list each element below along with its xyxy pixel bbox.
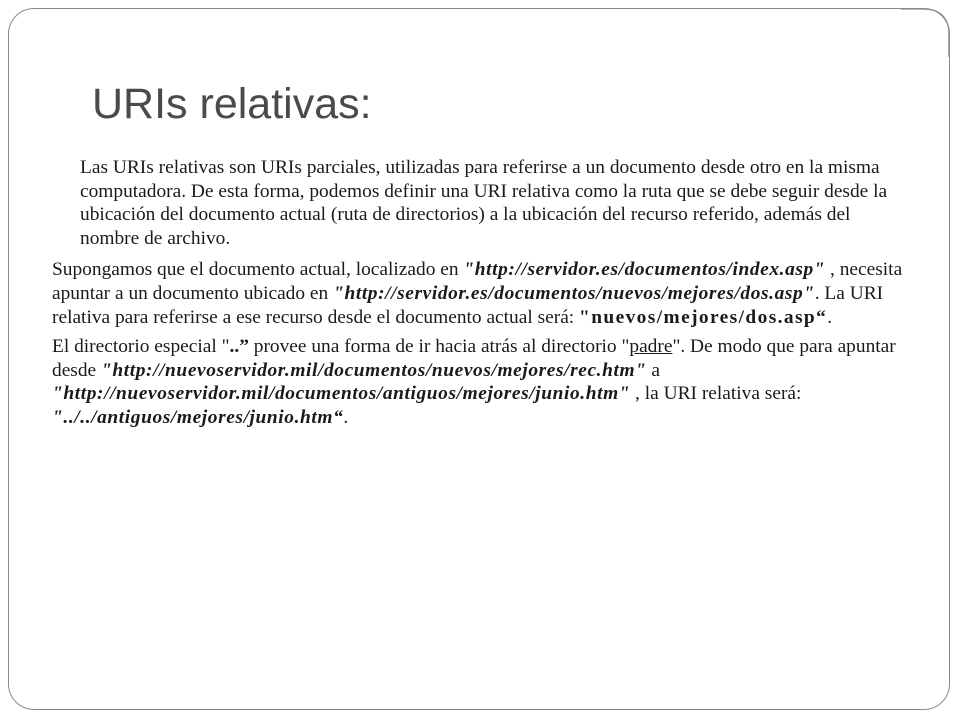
text-segment: , la URI relativa será: — [630, 383, 802, 405]
uri-destination-document: "http://nuevoservidor.mil/documentos/antiguos/mejores/junio.htm" — [52, 383, 631, 405]
folded-corner-icon — [901, 9, 949, 57]
slide-title: URIs relativas: — [92, 80, 372, 128]
uri-current-document: "http://servidor.es/documentos/index.asp" — [463, 259, 826, 281]
text-segment: ". De modo que para apuntar desde — [52, 336, 896, 381]
paragraph-parent-directory — [52, 335, 907, 429]
text-segment: El directorio especial " — [52, 336, 230, 358]
slide-body — [52, 156, 907, 430]
text-segment: . La URI relativa para referirse a ese recurso desde el documento actual será: — [52, 282, 884, 328]
relative-uri-parent-result: "../../antiguos/mejores/junio.htm“ — [52, 406, 344, 428]
paragraph-example — [52, 258, 907, 335]
text-segment: , necesita apuntar a un documento ubicado en — [52, 259, 903, 304]
parent-dots: ..” — [229, 336, 249, 358]
text-segment: provee una forma de ir hacia atrás al directorio " — [248, 336, 630, 358]
paragraph-definition: Las URIs relativas son URIs parciales, utilizadas para referirse a un documento desde otro en la misma computadora. De esta forma, podemos definir una URI relativa como la ruta que se debe seguir desde la ubicación del documento actual (ruta de directorios) a la ubicación del recurso referido, además del nombre de archivo. — [80, 157, 888, 249]
uri-target-document: "http://servidor.es/documentos/nuevos/mejores/dos.asp" — [333, 282, 815, 304]
text-segment: . — [343, 406, 349, 428]
relative-uri-result: "nuevos/mejores/dos.asp“ — [579, 306, 828, 328]
text-segment: a — [646, 359, 661, 381]
padre-link[interactable]: padre — [629, 336, 673, 358]
uri-source-document: "http://nuevoservidor.mil/documentos/nuevos/mejores/rec.htm" — [101, 359, 647, 381]
text-segment: . — [827, 306, 833, 328]
text-segment: Supongamos que el documento actual, localizado en — [52, 259, 464, 281]
